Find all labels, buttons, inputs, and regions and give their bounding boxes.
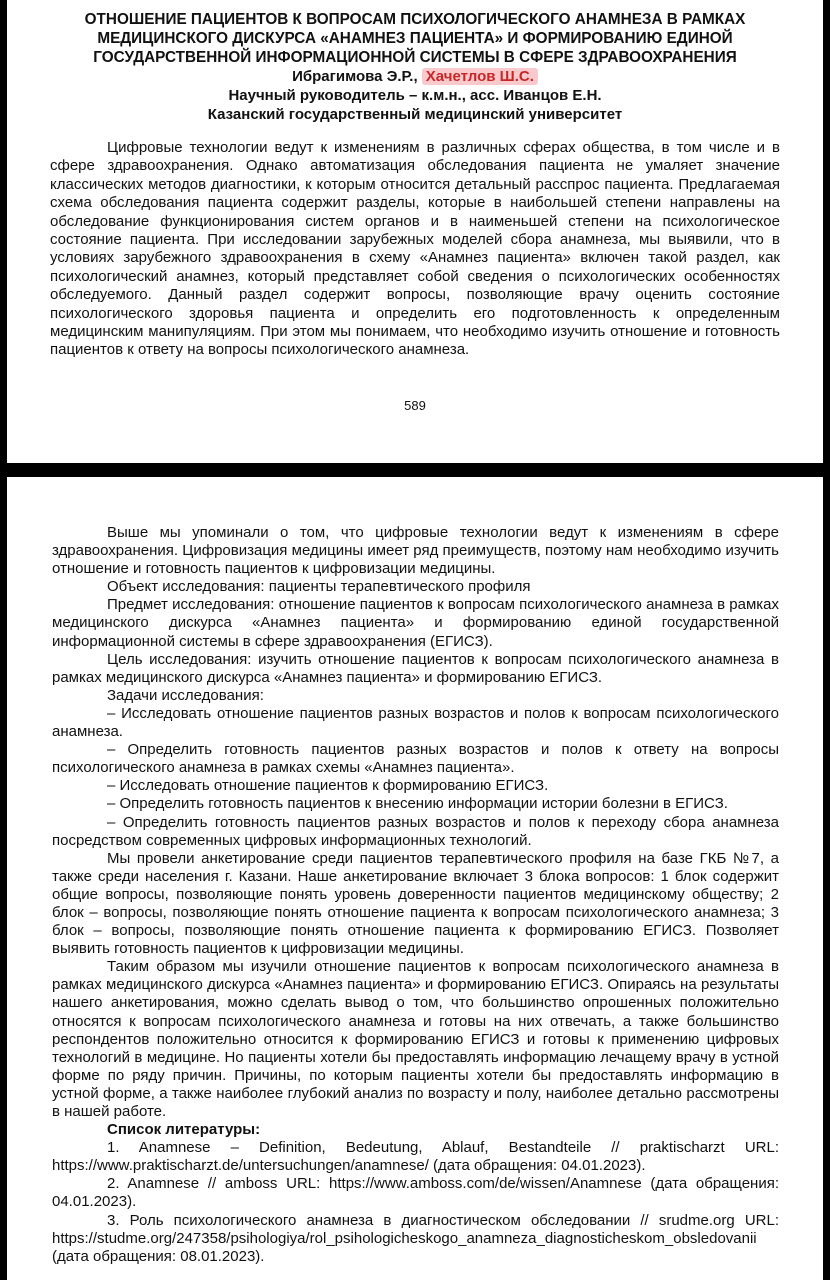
task-item: – Исследовать отношение пациентов разных возрастов и полов к вопросам психологического анамнеза. [52, 704, 779, 741]
survey-paragraph: Мы провели анкетирование среди пациентов терапевтического профиля на базе ГКБ №7, а также среди населения г. Казани. Наше анкетирование включает 3 блока вопросов: 1 блок содержит общие вопросы, позволяющие понять уровень доверенности пациентов медицинскому обществу; 2 блок – вопросы, позволяющие понять отношение пациента к вопросам психологического анамнеза; 3 блок – вопросы, позволяющие понять отношение пациента к формированию ЕГИСЗ. Позволяет выявить готовность пациентов к цифровизации медицины. [52, 849, 779, 958]
scientific-advisor: Научный руководитель – к.м.н., асс. Иванцов Е.Н. [228, 87, 602, 104]
document-page-589 [7, 0, 823, 463]
research-subject: Предмет исследования: отношение пациентов к вопросам психологического анамнеза в рамках медицинского дискурса «Анамнез пациента» и формированию единой государственной информационной системы в сфере здравоохранения (ЕГИСЗ). [52, 596, 779, 650]
author-ibragimova: Ибрагимова Э.Р., [292, 68, 422, 85]
document-page-590 [7, 477, 823, 1280]
university: Казанский государственный медицинский университет [207, 106, 623, 123]
reference-item: 1. Anamnese – Definition, Bedeutung, Ablauf, Bestandteile // praktischarzt URL: https://www.praktischarzt.de/untersuchungen/anamnese/ (дата обращения: 04.01.2023). [52, 1139, 779, 1175]
task-item: – Определить готовность пациентов к внесению информации истории болезни в ЕГИСЗ. [107, 795, 728, 813]
reference-item: 2. Anamnese // amboss URL: https://www.amboss.com/de/wissen/Anamnese (дата обращения: 04.01.2023). [52, 1175, 779, 1211]
intro-paragraph: Цифровые технологии ведут к изменениям в различных сферах общества, в том числе и в сфере здравоохранения. Однако автоматизация обследования пациента не умаляет значение классических методов диагностики, к которым относится детальный расспрос пациента. Предлагаемая схема обследования пациента содержит разделы, которые в наибольшей степени направлены на обследование функционирования систем органов и в наименьшей степени на психологическое состояние пациента. При исследовании зарубежных моделей сбора анамнеза, мы выявили, что в условиях зарубежного здравоохранения в схему «Анамнез пациента» включен такой раздел, как психологический анамнез, который представляет собой сведения о психологических особенностях обследуемого. Данный раздел содержит вопросы, позволяющие врачу оценить состояние психологического здоровья пациента и определить его подготовленность к определенным медицинским манипуляциям. При этом мы понимаем, что необходимо изучить отношение и готовность пациентов к ответу на вопросы психологического анамнеза. [50, 139, 780, 359]
research-goal: Цель исследования: изучить отношение пациентов к вопросам психологического анамнеза в рамках медицинского дискурса «Анамнез пациента» и формированию ЕГИСЗ. [52, 650, 779, 686]
page2-body [52, 524, 779, 1266]
page-number: 589 [404, 398, 426, 413]
article-title-line-1: ОТНОШЕНИЕ ПАЦИЕНТОВ К ВОПРОСАМ ПСИХОЛОГИЧЕСКОГО АНАМНЕЗА В РАМКАХ [84, 11, 746, 28]
author-khachetlov-highlighted: Хачетлов Ш.С. [422, 68, 538, 85]
authors [7, 67, 823, 86]
research-object: Объект исследования: пациенты терапевтического профиля [107, 578, 531, 596]
tasks-heading: Задачи исследования: [107, 686, 264, 704]
title-block [7, 10, 823, 124]
task-item: – Определить готовность пациентов разных возрастов и полов к ответу на вопросы психологического анамнеза в рамках схемы «Анамнез пациента». [52, 741, 779, 777]
conclusion-paragraph: Таким образом мы изучили отношение пациентов к вопросам психологического анамнеза в рамках медицинского дискурса «Анамнез пациента» и формированию ЕГИСЗ. Опираясь на результаты нашего анкетирования, можно сделать вывод о том, что большинство опрошенных положительно относятся к вопросам психологического анамнеза и готовы на них отвечать, а также большинство респондентов положительно относится к формированию ЕГИСЗ и готовы к применению цифровых технологий в медицине. Но пациенты хотели бы предоставлять информацию лечащему врачу в устной форме по ряду причин. Причины, по которым пациенты хотели бы предоставлять информацию в устной форме, а также наиболее глубокий анализ по возрасту и полу, наиболее детально рассмотрены в нашей работе. [52, 958, 779, 1120]
task-item: – Исследовать отношение пациентов к формированию ЕГИСЗ. [107, 777, 549, 795]
references-heading: Список литературы: [107, 1121, 261, 1139]
intro-digital-paragraph: Выше мы упоминали о том, что цифровые технологии ведут к изменениям в сфере здравоохранения. Цифровизация медицины имеет ряд преимуществ, поэтому нам необходимо изучить отношение и готовность пациентов к цифровизации медицины. [52, 524, 779, 578]
reference-item: 3. Роль психологического анамнеза в диагностическом обследовании // srudme.org URL: https://studme.org/247358/psihologiya/rol_psihologicheskogo_anamneza_diagnosticheskom_obsledovanii (дата обращения: 08.01.2023). [52, 1211, 779, 1265]
article-title-line-2: МЕДИЦИНСКОГО ДИСКУРСА «АНАМНЕЗ ПАЦИЕНТА» И ФОРМИРОВАНИЮ ЕДИНОЙ [97, 30, 733, 47]
article-title-line-3: ГОСУДАРСТВЕННОЙ ИНФОРМАЦИОННОЙ СИСТЕМЫ В СФЕРЕ ЗДРАВООХРАНЕНИЯ [93, 49, 737, 66]
task-item: – Определить готовность пациентов разных возрастов и полов к переходу сбора анамнеза посредством современных цифровых информационных технологий. [52, 813, 779, 849]
